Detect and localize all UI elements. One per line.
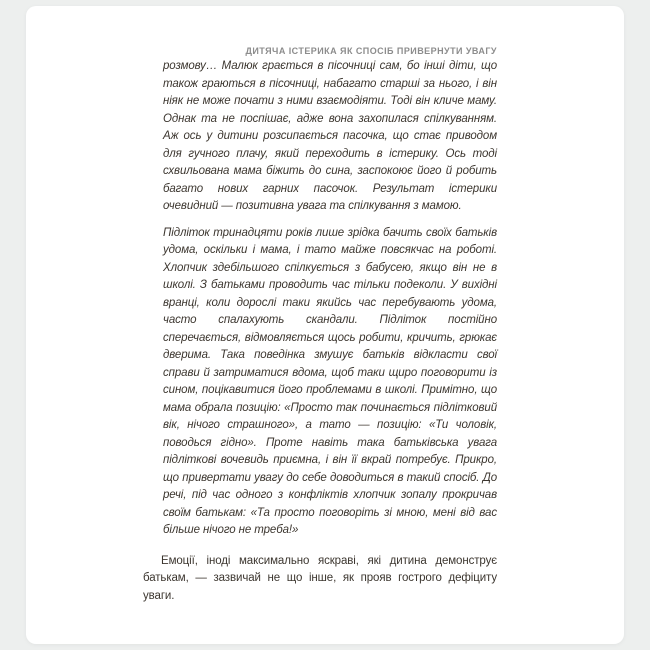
body-paragraph: Емоції, іноді максимально яскраві, які дитина демонструє батькам, — зазвичай не що інше, як прояв гострого дефіциту уваги. — [143, 554, 497, 602]
book-page — [26, 6, 624, 644]
case-story-paragraph-1: розмову… Малюк грається в пісочниці сам, бо інші діти, що також граються в пісочниці, набагато старші за нього, і він ніяк не може почати з ними взаємодіяти. Тоді він кличе маму. Однак та не поспішає, адже вона захопилася спілкуванням. Аж ось у дитини розсипається пасочка, що стає приводом для гучного плачу, який переходить в істерику. Ось тоді схвильована мама біжить до сина, заспокоює його й робить багато нових гарних пасочок. Результат істерики очевидний — позитивна увага та спілкування з мамою. — [163, 60, 497, 212]
page-content — [143, 58, 497, 605]
case-story-paragraph-2: Підліток тринадцяти років лише зрідка бачить своїх батьків удома, оскільки і мама, і тато майже повсякчас на роботі. Хлопчик здебільшого спілкується з бабусею, якщо він не в школі. З батьками проводить час тільки подеколи. У вихідні вранці, коли дорослі таки якийсь час перебувають удома, часто спалахують скандали. Підліток постійно сперечається, відмовляється щось робити, кричить, грюкає дверима. Така поведінка змушує батьків відкласти свої справи й затриматися вдома, щоб таки щиро поговорити із сином, поцікавитися його проблемами в школі. Примітно, що мама обрала позицію: «Просто так починається підлітковий вік, нічого страшного», а тато — позицію: «Ти чоловік, поводься гідно». Проте навіть така батьківська увага підліткові вочевидь приємна, і він її вкрай потребує. Прикро, що привертати увагу до себе доводиться в такий спосіб. До речі, під час одного з конфліктів хлопчик зопалу прокричав своїм батькам: «Та просто поговоріть зі мною, мені від вас більше нічого не треба!» — [163, 226, 497, 536]
running-header: ДИТЯЧА ІСТЕРИКА ЯК СПОСІБ ПРИВЕРНУТИ УВАГУ — [245, 46, 497, 56]
